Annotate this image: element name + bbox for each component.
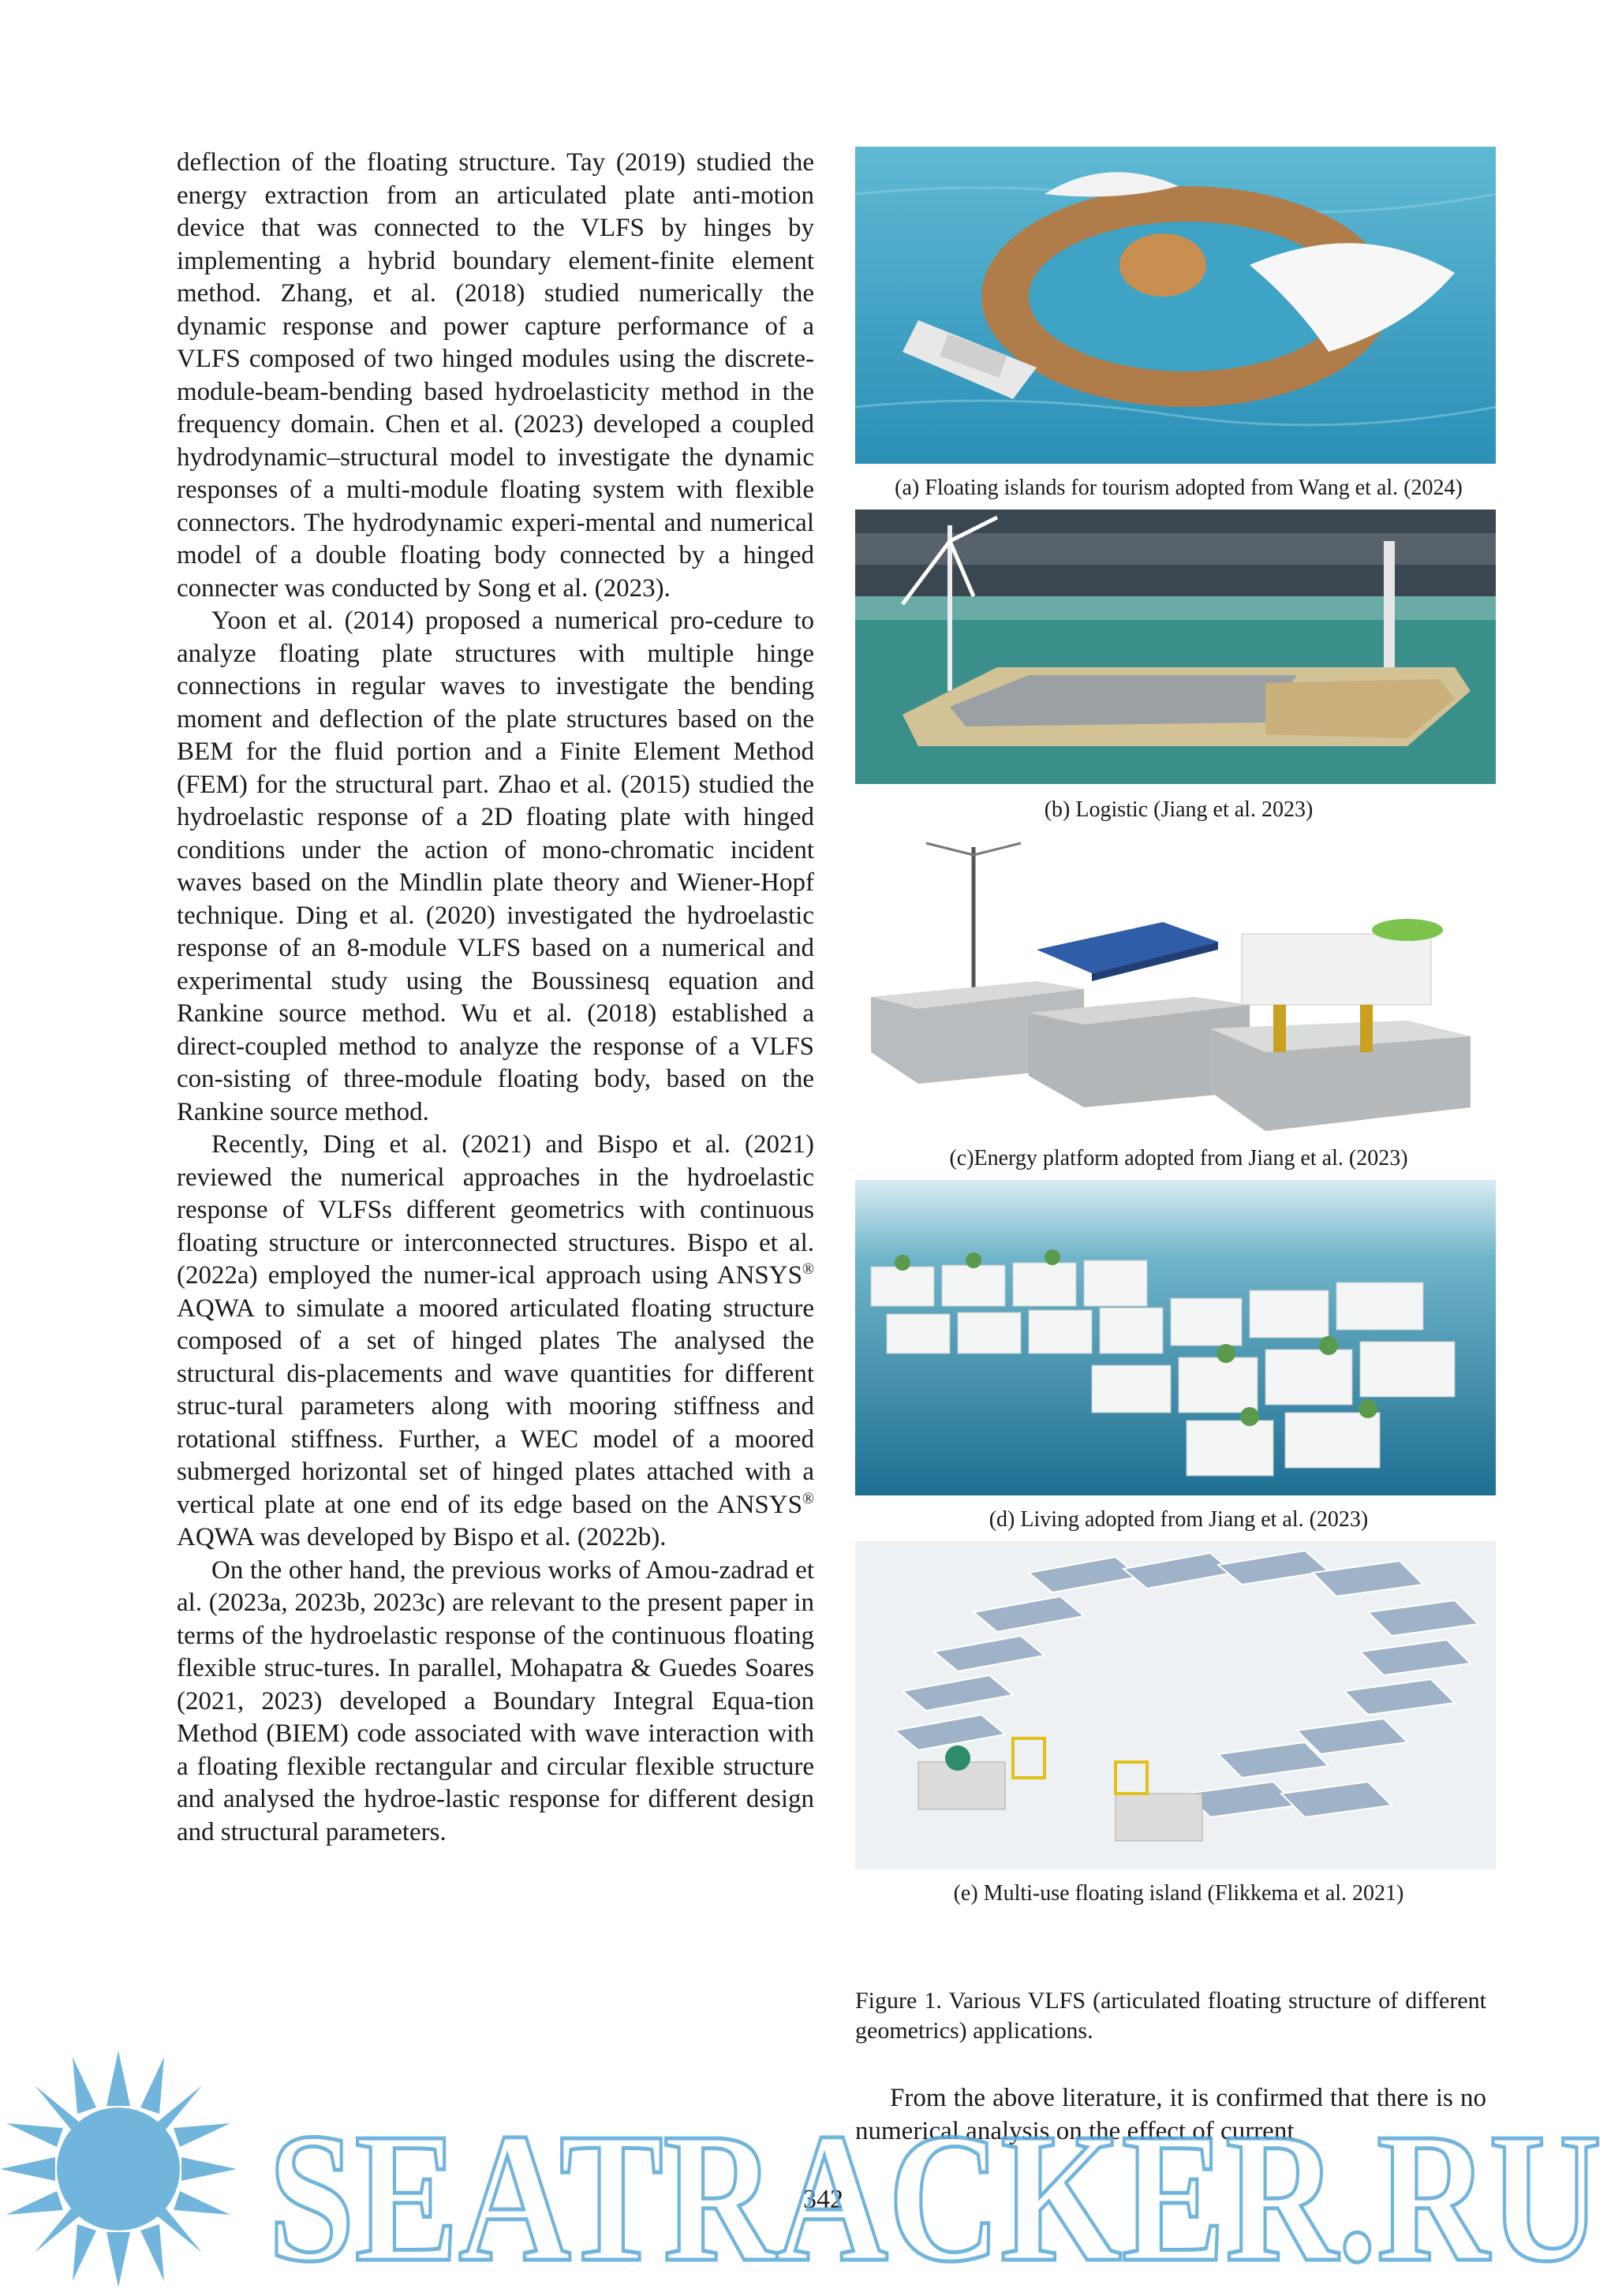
figure-d-caption: (d) Living adopted from Jiang et al. (2023) bbox=[989, 1507, 1369, 1532]
page-number: 342 bbox=[803, 2185, 843, 2214]
paragraph-3-part-b: AQWA to simulate a moored articulated floating structure composed of a set of hinged plates The analysed the structural dis-placements and wave quantities for different struc-tural parameters along with mooring stiffness and rotational stiffness. Further, a WEC model of a moored submerged horizontal set of hinged plates attached with a vertical plate at one end of its edge based on the ANSYS bbox=[177, 1294, 814, 1519]
registered-mark: ® bbox=[802, 1489, 814, 1507]
figure-d-living-image bbox=[855, 1180, 1496, 1495]
paragraph-3-part-c: AQWA was developed by Bispo et al. (2022b). bbox=[177, 1523, 667, 1551]
paragraph-2: Yoon et al. (2014) proposed a numerical pro-cedure to analyze floating plate structures with multiple hinge connections in regular waves to investigate the bending moment and deflection of the plate structures based on the BEM for the fluid portion and a Finite Element Method (FEM) for the structural part. Zhao et al. (2015) studied the hydroelastic response of a 2D floating plate with hinged conditions under the action of mono-chromatic incident waves based on the Mindlin plate theory and Wiener-Hopf technique. Ding et al. (2020) investigated the hydroelastic response of an 8-module VLFS based on a numerical and experimental study using the Boussinesq equation and Rankine source method. Wu et al. (2018) established a direct-coupled method to analyze the response of a VLFS con-sisting of three-module floating body, based on the Rankine source method. bbox=[177, 607, 814, 1126]
sun-logo-icon bbox=[0, 2051, 237, 2287]
paragraph-3 bbox=[177, 1129, 814, 1555]
paragraph-3-part-a: Recently, Ding et al. (2021) and Bispo et al. (2021) reviewed the numerical approaches in the hydroelastic response of VLFSs different geometrics with continuous floating structure or interconnected structures. Bispo et al. (2022a) employed the numer-ical approach using ANSYS bbox=[177, 1130, 814, 1290]
paragraph-4: On the other hand, the previous works of Amou-zadrad et al. (2023a, 2023b, 2023c) are relevant to the present paper in terms of the hydroelastic response of the continuous floating flexible struc-tures. In parallel, Mohapatra & Guedes Soares (2021, 2023) developed a Boundary Integral Equa-tion Method (BIEM) code associated with wave interaction with a floating flexible rectangular and circular flexible structure and analysed the hydroe-lastic response for different design and structural parameters. bbox=[177, 1555, 814, 1846]
figure-b-logistic-image bbox=[855, 510, 1496, 784]
registered-mark: ® bbox=[802, 1260, 814, 1278]
left-text-column bbox=[177, 147, 814, 1849]
figure-column bbox=[855, 147, 1502, 1907]
figure-c-energy-platform-image bbox=[855, 831, 1496, 1134]
figure-e-caption: (e) Multi-use floating island (Flikkema et al. 2021) bbox=[953, 1881, 1404, 1906]
paragraph-1: deflection of the floating structure. Tay (2019) studied the energy extraction from an articulated plate anti-motion device that was connected to the VLFS by hinges by implementing a hybrid boundary element-finite element method. Zhang, et al. (2018) studied numerically the dynamic response and power capture performance of a VLFS composed of two hinged modules using the discrete-module-beam-bending based hydroelasticity method in the frequency domain. Chen et al. (2023) developed a coupled hydrodynamic–structural model to investigate the dynamic responses of a multi-module floating system with flexible connectors. The hydrodynamic experi-mental and numerical model of a double floating body connected by a hinged connecter was conducted by Song et al. (2023). bbox=[177, 148, 814, 603]
figure-e-multi-use-island-image bbox=[855, 1541, 1496, 1869]
figure-b-caption: (b) Logistic (Jiang et al. 2023) bbox=[1044, 797, 1314, 822]
figure-a-caption: (a) Floating islands for tourism adopted from Wang et al. (2024) bbox=[895, 476, 1463, 500]
figure-caption: Figure 1. Various VLFS (articulated floating structure of different geometrics) applications. bbox=[855, 1988, 1486, 2044]
figure-c-caption: (c)Energy platform adopted from Jiang et al. (2023) bbox=[949, 1146, 1408, 1170]
watermark-text: SEATRACKER.RU bbox=[268, 2095, 1601, 2292]
right-column-paragraph: From the above literature, it is confirmed that there is no numerical analysis on the effect of current bbox=[855, 2084, 1486, 2145]
figure-a-floating-island-image bbox=[855, 147, 1496, 464]
